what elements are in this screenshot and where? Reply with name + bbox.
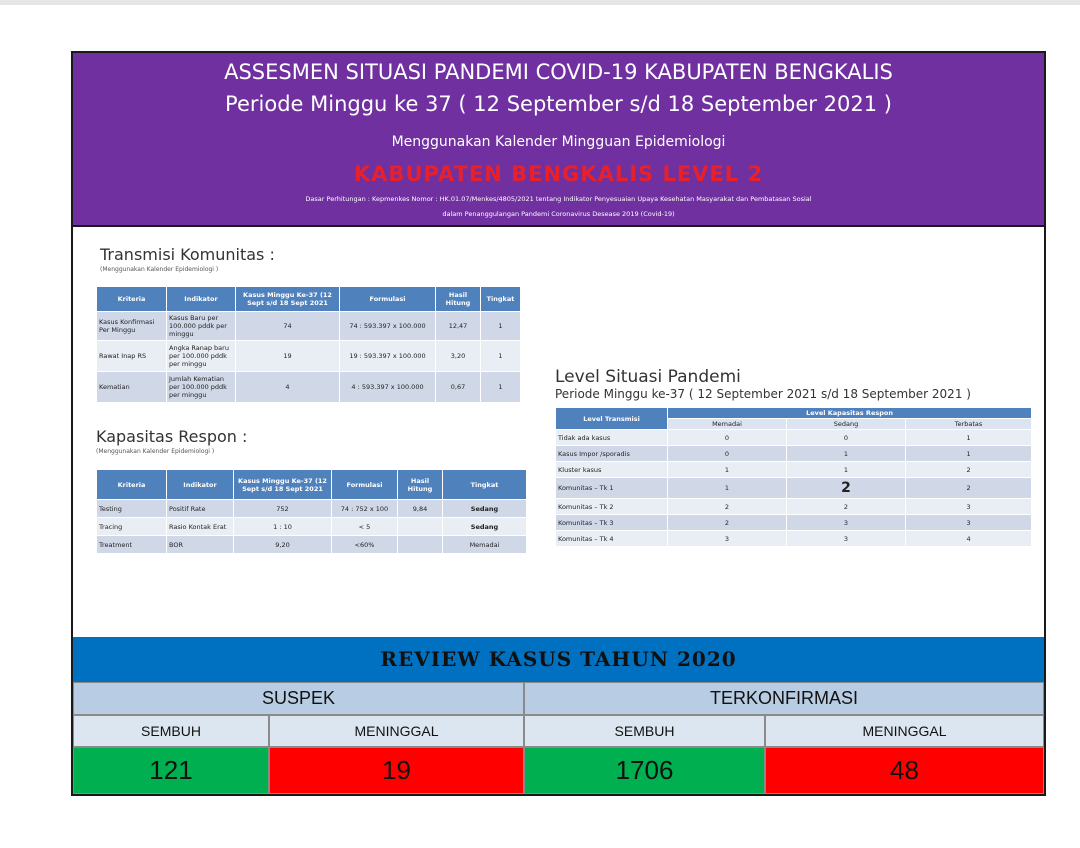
- basis-line-2: dalam Penanggulangan Pandemi Coronavirus Desease 2019 (Covid-19): [442, 210, 675, 218]
- table-cell: 19 : 593.397 x 100.000: [340, 341, 436, 372]
- table-cell: 1: [906, 446, 1032, 462]
- table-cell: Kasus Konfirmasi Per Minggu: [97, 312, 167, 341]
- header-cell: Kasus Minggu Ke-37 (12 Sept s/d 18 Sept 2021: [236, 287, 340, 312]
- table-cell: Kasus Impor /sporadis: [556, 446, 668, 462]
- table-cell: Sedang: [443, 500, 527, 518]
- table-cell: Kluster kasus: [556, 462, 668, 478]
- header-cell: Indikator: [167, 470, 234, 500]
- table-cell: 1: [481, 312, 521, 341]
- top-bar: [0, 0, 1080, 5]
- table-cell: 1: [668, 462, 787, 478]
- table-cell: Sedang: [443, 518, 527, 536]
- table-cell: 12,47: [436, 312, 481, 341]
- period-title: Periode Minggu ke 37 ( 12 September s/d 18 September 2021 ): [225, 92, 892, 116]
- table-cell: 3: [906, 515, 1032, 531]
- table-cell: 4 : 593.397 x 100.000: [340, 372, 436, 403]
- konfirmasi-meninggal-value: 48: [765, 747, 1044, 794]
- table-row: [556, 446, 1032, 462]
- table-cell: 3: [668, 531, 787, 547]
- kapasitas-title: Kapasitas Respon :: [96, 427, 248, 446]
- table-row: [556, 515, 1032, 531]
- calendar-note: Menggunakan Kalender Mingguan Epidemiologi: [391, 134, 726, 150]
- table-cell: 1: [481, 372, 521, 403]
- table-cell: Testing: [97, 500, 167, 518]
- table-cell: 1: [787, 462, 906, 478]
- konfirmasi-sembuh-value: 1706: [524, 747, 765, 794]
- transmisi-subtitle: (Menggunakan Kalender Epidemiologi ): [100, 266, 219, 273]
- header-cell: Formulasi: [340, 287, 436, 312]
- table-row: [97, 536, 527, 554]
- table-cell: 1: [668, 478, 787, 499]
- suspek-header: SUSPEK: [73, 682, 524, 715]
- table-cell: Angka Ranap baru per 100.000 pddk per minggu: [167, 341, 236, 372]
- table-cell: 3: [906, 499, 1032, 515]
- table-cell: 3: [787, 515, 906, 531]
- header-cell: Tingkat: [481, 287, 521, 312]
- header-cell: Kriteria: [97, 287, 167, 312]
- table-cell: Kematian: [97, 372, 167, 403]
- header-banner: [73, 53, 1044, 225]
- table-cell: 0: [787, 430, 906, 446]
- header-cell: Indikator: [167, 287, 236, 312]
- review-subheader-row: [73, 715, 1044, 747]
- assessment-frame: [71, 51, 1046, 796]
- kapasitas-table: [96, 469, 527, 554]
- table-cell: 1: [481, 341, 521, 372]
- table-cell: 0: [668, 446, 787, 462]
- table-row: [97, 372, 521, 403]
- level-situasi-subtitle: Periode Minggu ke-37 ( 12 September 2021 s/d 18 September 2021 ): [555, 387, 971, 401]
- table-cell: Rasio Kontak Erat: [167, 518, 234, 536]
- table-cell: 74 : 752 x 100: [332, 500, 398, 518]
- level-situasi-title: Level Situasi Pandemi: [555, 367, 741, 387]
- terkonfirmasi-header: TERKONFIRMASI: [524, 682, 1044, 715]
- table-cell: 74: [236, 312, 340, 341]
- table-row: [97, 312, 521, 341]
- header-cell: Tingkat: [443, 470, 527, 500]
- basis-line-1: Dasar Perhitungan : Kepmenkes Nomor : HK.01.07/Menkes/4805/2021 tentang Indikator Penyesuaian Upaya Kesehatan Masyarakat dan Pembatasan Sosial: [305, 195, 812, 203]
- table-cell: 9,84: [398, 500, 443, 518]
- table-cell: 3: [787, 531, 906, 547]
- table-cell: 0: [668, 430, 787, 446]
- table-header-row: [556, 408, 1032, 419]
- table-row: [97, 518, 527, 536]
- table-cell: 1 : 10: [234, 518, 332, 536]
- table-cell: Treatment: [97, 536, 167, 554]
- table-row: [556, 430, 1032, 446]
- table-cell: [398, 518, 443, 536]
- transmisi-title: Transmisi Komunitas :: [100, 245, 275, 264]
- table-cell: Memadai: [443, 536, 527, 554]
- table-cell: 4: [236, 372, 340, 403]
- table-cell: Komunitas – Tk 2: [556, 499, 668, 515]
- table-row: [556, 478, 1032, 499]
- table-cell: Rawat Inap RS: [97, 341, 167, 372]
- table-row: [556, 531, 1032, 547]
- header-cell: Terbatas: [906, 419, 1032, 430]
- header-cell: Kasus Minggu Ke-37 (12 Sept s/d 18 Sept 2021: [234, 470, 332, 500]
- table-cell: Komunitas – Tk 3: [556, 515, 668, 531]
- header-cell: Level Transmisi: [556, 408, 668, 430]
- table-cell: Jumlah Kematian per 100.000 pddk per minggu: [167, 372, 236, 403]
- table-cell: 2: [668, 515, 787, 531]
- suspek-meninggal-label: MENINGGAL: [269, 715, 524, 747]
- header-cell: Level Kapasitas Respon: [668, 408, 1032, 419]
- header-divider: [73, 225, 1044, 227]
- table-cell: 2: [906, 462, 1032, 478]
- table-row: [556, 499, 1032, 515]
- suspek-meninggal-value: 19: [269, 747, 524, 794]
- table-row: [97, 500, 527, 518]
- suspek-sembuh-label: SEMBUH: [73, 715, 269, 747]
- review-banner: REVIEW KASUS TAHUN 2020: [73, 637, 1044, 682]
- table-cell: 9,20: [234, 536, 332, 554]
- review-category-row: [73, 682, 1044, 715]
- table-cell: 74 : 593.397 x 100.000: [340, 312, 436, 341]
- konfirmasi-sembuh-label: SEMBUH: [524, 715, 765, 747]
- konfirmasi-meninggal-label: MENINGGAL: [765, 715, 1044, 747]
- table-header-row: [97, 470, 527, 500]
- table-cell: 1: [787, 446, 906, 462]
- table-cell: Komunitas – Tk 1: [556, 478, 668, 499]
- table-cell: 3,20: [436, 341, 481, 372]
- table-cell: 752: [234, 500, 332, 518]
- kapasitas-subtitle: (Menggunakan Kalender Epidemiologi ): [96, 448, 215, 455]
- table-cell: 19: [236, 341, 340, 372]
- header-cell: Formulasi: [332, 470, 398, 500]
- table-cell: Tracing: [97, 518, 167, 536]
- table-cell: 2: [668, 499, 787, 515]
- table-cell: <60%: [332, 536, 398, 554]
- table-cell: 0,67: [436, 372, 481, 403]
- table-row: [97, 341, 521, 372]
- suspek-sembuh-value: 121: [73, 747, 269, 794]
- table-cell: 4: [906, 531, 1032, 547]
- table-cell: 2: [787, 499, 906, 515]
- level-situasi-table: [555, 407, 1032, 547]
- table-header-row: [97, 287, 521, 312]
- table-cell: Tidak ada kasus: [556, 430, 668, 446]
- table-cell: < 5: [332, 518, 398, 536]
- table-cell: Positif Rate: [167, 500, 234, 518]
- header-cell: Hasil Hitung: [398, 470, 443, 500]
- table-cell: BOR: [167, 536, 234, 554]
- table-cell: 1: [906, 430, 1032, 446]
- review-values-row: [73, 747, 1044, 794]
- page-title: ASSESMEN SITUASI PANDEMI COVID-19 KABUPATEN BENGKALIS: [224, 60, 893, 84]
- level-title: KABUPATEN BENGKALIS LEVEL 2: [353, 162, 764, 186]
- table-cell: Komunitas – Tk 4: [556, 531, 668, 547]
- current-level-cell: 2: [787, 478, 906, 499]
- table-cell: Kasus Baru per 100.000 pddk per minggu: [167, 312, 236, 341]
- header-cell: Memadai: [668, 419, 787, 430]
- header-cell: Hasil Hitung: [436, 287, 481, 312]
- table-cell: [398, 536, 443, 554]
- header-cell: Kriteria: [97, 470, 167, 500]
- transmisi-table: [96, 286, 521, 403]
- table-cell: 2: [906, 478, 1032, 499]
- header-cell: Sedang: [787, 419, 906, 430]
- table-row: [556, 462, 1032, 478]
